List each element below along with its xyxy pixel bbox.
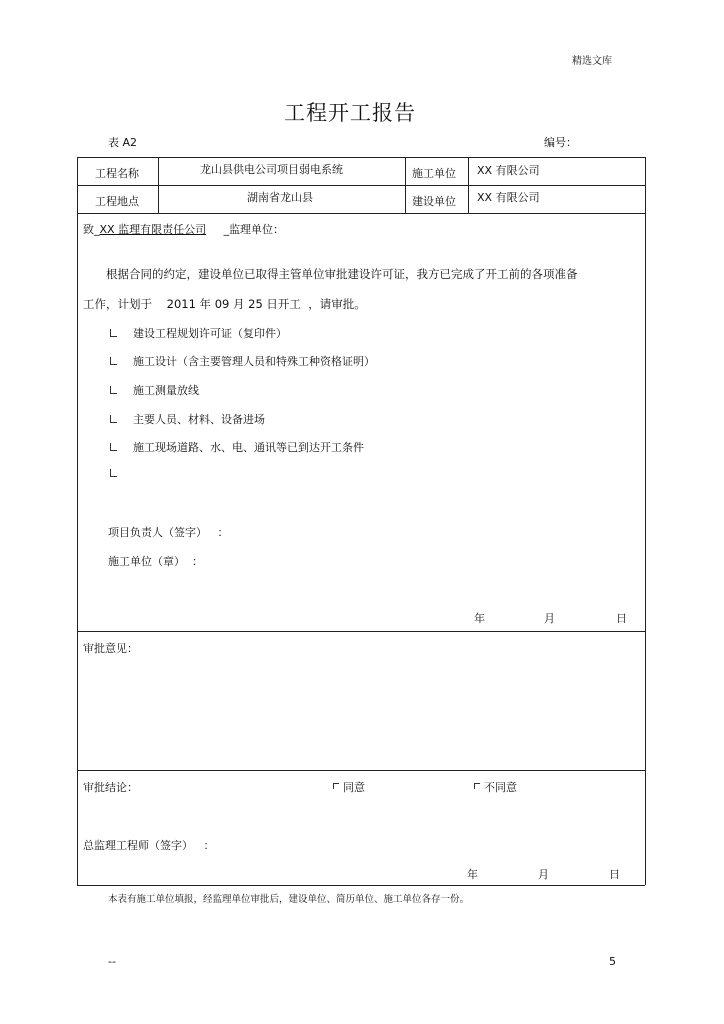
notice-date-year: 年: [474, 612, 485, 625]
approval-opinion-label: 审批意见：: [83, 642, 138, 655]
form-number: 表 A2: [108, 136, 138, 149]
checkbox-icon: [333, 783, 339, 789]
project-name-label: 工程名称: [95, 167, 139, 180]
conclusion-date-month: 月: [538, 868, 549, 881]
serial-number-label: 编号：: [544, 136, 577, 149]
checkbox-icon: [110, 415, 117, 423]
project-name-value: 龙山县供电公司项目弱电系统: [200, 163, 343, 176]
agree-option[interactable]: 同意: [333, 779, 365, 795]
page-title: 工程开工报告: [284, 101, 416, 125]
attachment-item[interactable]: [110, 467, 133, 480]
disagree-option[interactable]: 不同意: [474, 779, 517, 795]
attachment-item[interactable]: 主要人员、材料、设备进场: [110, 411, 265, 427]
checkbox-icon: [110, 386, 117, 394]
project-manager-signature: 项目负责人（签字） ：: [108, 526, 229, 539]
page-number: 5: [609, 955, 616, 968]
checkbox-icon: [110, 357, 117, 365]
notice-paragraph-2: 工作，计划于 2011 年 09 月 25 日开工 ，请审批。: [83, 297, 366, 311]
location-value: 湖南省龙山县: [247, 191, 313, 204]
contractor-label: 施工单位: [412, 167, 456, 180]
notice-paragraph-1: 根据合同的约定，建设单位已取得主管单位审批建设许可证，我方已完成了开工前的各项准备: [106, 267, 578, 281]
conclusion-label: 审批结论：: [83, 781, 138, 794]
conclusion-date-day: 日: [609, 868, 620, 881]
conclusion-date-year: 年: [467, 868, 478, 881]
owner-value: XX 有限公司: [477, 191, 540, 204]
checkbox-icon: [110, 329, 117, 337]
footer-left-mark: --: [108, 955, 116, 968]
checkbox-icon: [110, 443, 117, 451]
attachment-item[interactable]: 建设工程规划许可证（复印件）: [110, 325, 287, 341]
location-label: 工程地点: [95, 195, 139, 208]
contractor-value: XX 有限公司: [477, 164, 540, 177]
footnote: 本表有施工单位填报，经监理单位审批后，建设单位、简历单位、施工单位各存一份。: [108, 894, 470, 905]
notice-date-month: 月: [544, 612, 555, 625]
notice-date-day: 日: [616, 612, 627, 625]
contractor-seal: 施工单位（章） ：: [108, 555, 203, 568]
checkbox-icon: [474, 783, 480, 789]
checkbox-icon: [110, 469, 117, 477]
attachment-item[interactable]: 施工测量放线: [110, 382, 199, 398]
chief-engineer-signature: 总监理工程师（签字） ：: [83, 839, 215, 852]
attachment-item[interactable]: 施工设计（含主要管理人员和特殊工种资格证明）: [110, 353, 375, 369]
addressee-line: 致_XX 监理有限责任公司 _监理单位：: [83, 223, 285, 236]
watermark-text: 精选文库: [572, 56, 612, 67]
owner-label: 建设单位: [412, 195, 456, 208]
supervisor-company: XX 监理有限责任公司: [99, 223, 207, 236]
attachment-item[interactable]: 施工现场道路、水、电、通讯等已到达开工条件: [110, 439, 364, 455]
